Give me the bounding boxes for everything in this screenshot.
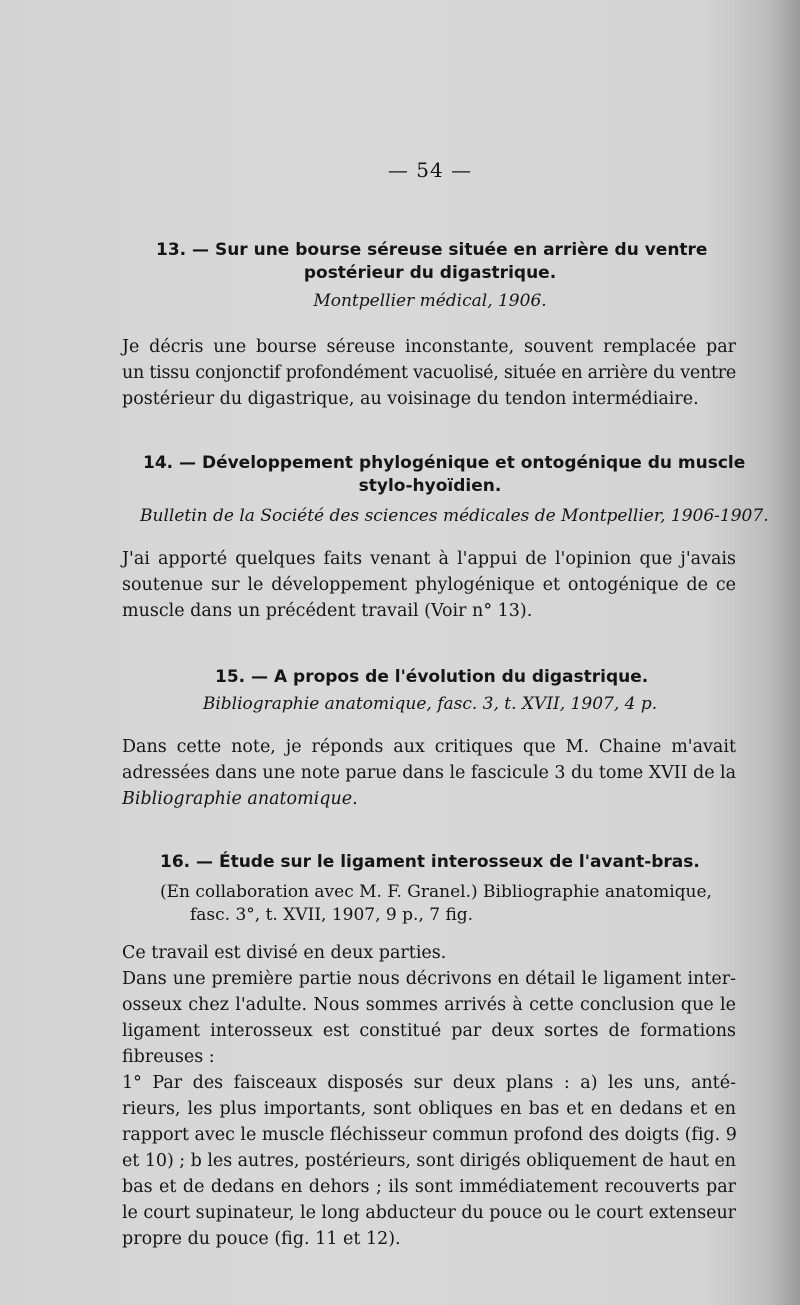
section-16-line-4: ligament interosseux est constitué par deux sortes de formations bbox=[122, 1021, 736, 1041]
section-15-line-1: Dans cette note, je réponds aux critiques que M. Chaine m'avait bbox=[122, 737, 736, 757]
section-16-line-1: Ce travail est divisé en deux parties. bbox=[122, 943, 447, 963]
section-15-citation-text: Bibliographie anatomique, fasc. 3, t. XVII, 1907, 4 p. bbox=[202, 694, 658, 714]
section-14-line-3: muscle dans un précédent travail (Voir n° 13). bbox=[122, 601, 533, 621]
section-13-heading-line1: 13. — Sur une bourse séreuse située en arrière du ventre bbox=[156, 240, 708, 260]
section-15-line-3: Bibliographie anatomique. bbox=[122, 789, 358, 809]
section-16-citation-line1: (En collaboration avec M. F. Granel.) Bibliographie anatomique, bbox=[160, 882, 712, 902]
section-13-citation bbox=[0, 291, 800, 311]
section-13-body bbox=[122, 334, 736, 412]
section-16-line-3: osseux chez l'adulte. Nous sommes arrivés à cette conclusion que le bbox=[122, 995, 736, 1015]
section-16-line-2: Dans une première partie nous décrivons en détail le ligament inter- bbox=[122, 969, 736, 989]
section-16-line-11: le court supinateur, le long abducteur du pouce ou le court extenseur bbox=[122, 1203, 736, 1223]
section-14-line-2: soutenue sur le développement phylogénique et ontogénique de ce bbox=[122, 575, 736, 595]
section-14-citation bbox=[140, 506, 769, 526]
section-16-citation-line2: fasc. 3°, t. XVII, 1907, 9 p., 7 fig. bbox=[190, 905, 474, 925]
section-16-line-7: rieurs, les plus importants, sont obliques en bas et en dedans et en bbox=[122, 1099, 736, 1119]
section-16-heading: 16. — Étude sur le ligament interosseux de l'avant-bras. bbox=[160, 852, 700, 872]
section-15-line-2: adressées dans une note parue dans le fascicule 3 du tome XVII de la bbox=[122, 763, 736, 783]
section-16-line-12: propre du pouce (fig. 11 et 12). bbox=[122, 1229, 401, 1249]
page-number: — 54 — bbox=[387, 158, 473, 182]
section-14-citation-text: Bulletin de la Société des sciences médicales de Montpellier, 1906-1907. bbox=[140, 506, 769, 526]
section-15-citation bbox=[0, 694, 800, 714]
section-14-heading-line1: 14. — Développement phylogénique et ontogénique du muscle bbox=[143, 453, 746, 473]
section-16-line-8: rapport avec le muscle fléchisseur commun profond des doigts (fig. 9 bbox=[122, 1125, 737, 1145]
section-16-line-6: 1° Par des faisceaux disposés sur deux plans : a) les uns, anté- bbox=[122, 1073, 736, 1093]
section-13-line-1: Je décris une bourse séreuse inconstante, souvent remplacée par bbox=[122, 337, 736, 357]
section-14-body bbox=[122, 546, 736, 624]
section-14-line-1: J'ai apporté quelques faits venant à l'appui de l'opinion que j'avais bbox=[122, 549, 736, 569]
section-14-heading-line2: stylo-hyoïdien. bbox=[358, 476, 502, 496]
section-16-line-10: bas et de dedans en dehors ; ils sont immédiatement recouverts par bbox=[122, 1177, 736, 1197]
section-13-line-3: postérieur du digastrique, au voisinage du tendon intermédiaire. bbox=[122, 389, 699, 409]
section-13-line-2: un tissu conjonctif profondément vacuolisé, située en arrière du ventre bbox=[122, 363, 736, 383]
section-16-line-9: et 10) ; b les autres, postérieurs, sont dirigés obliquement de haut en bbox=[122, 1151, 736, 1171]
section-15-heading: 15. — A propos de l'évolution du digastrique. bbox=[215, 667, 649, 687]
section-16-body bbox=[122, 940, 736, 1252]
section-13-citation-text: Montpellier médical, 1906. bbox=[313, 291, 547, 311]
section-13-heading-line2: postérieur du digastrique. bbox=[303, 263, 557, 283]
section-16-line-5: fibreuses : bbox=[122, 1047, 215, 1067]
section-15-body bbox=[122, 734, 736, 812]
